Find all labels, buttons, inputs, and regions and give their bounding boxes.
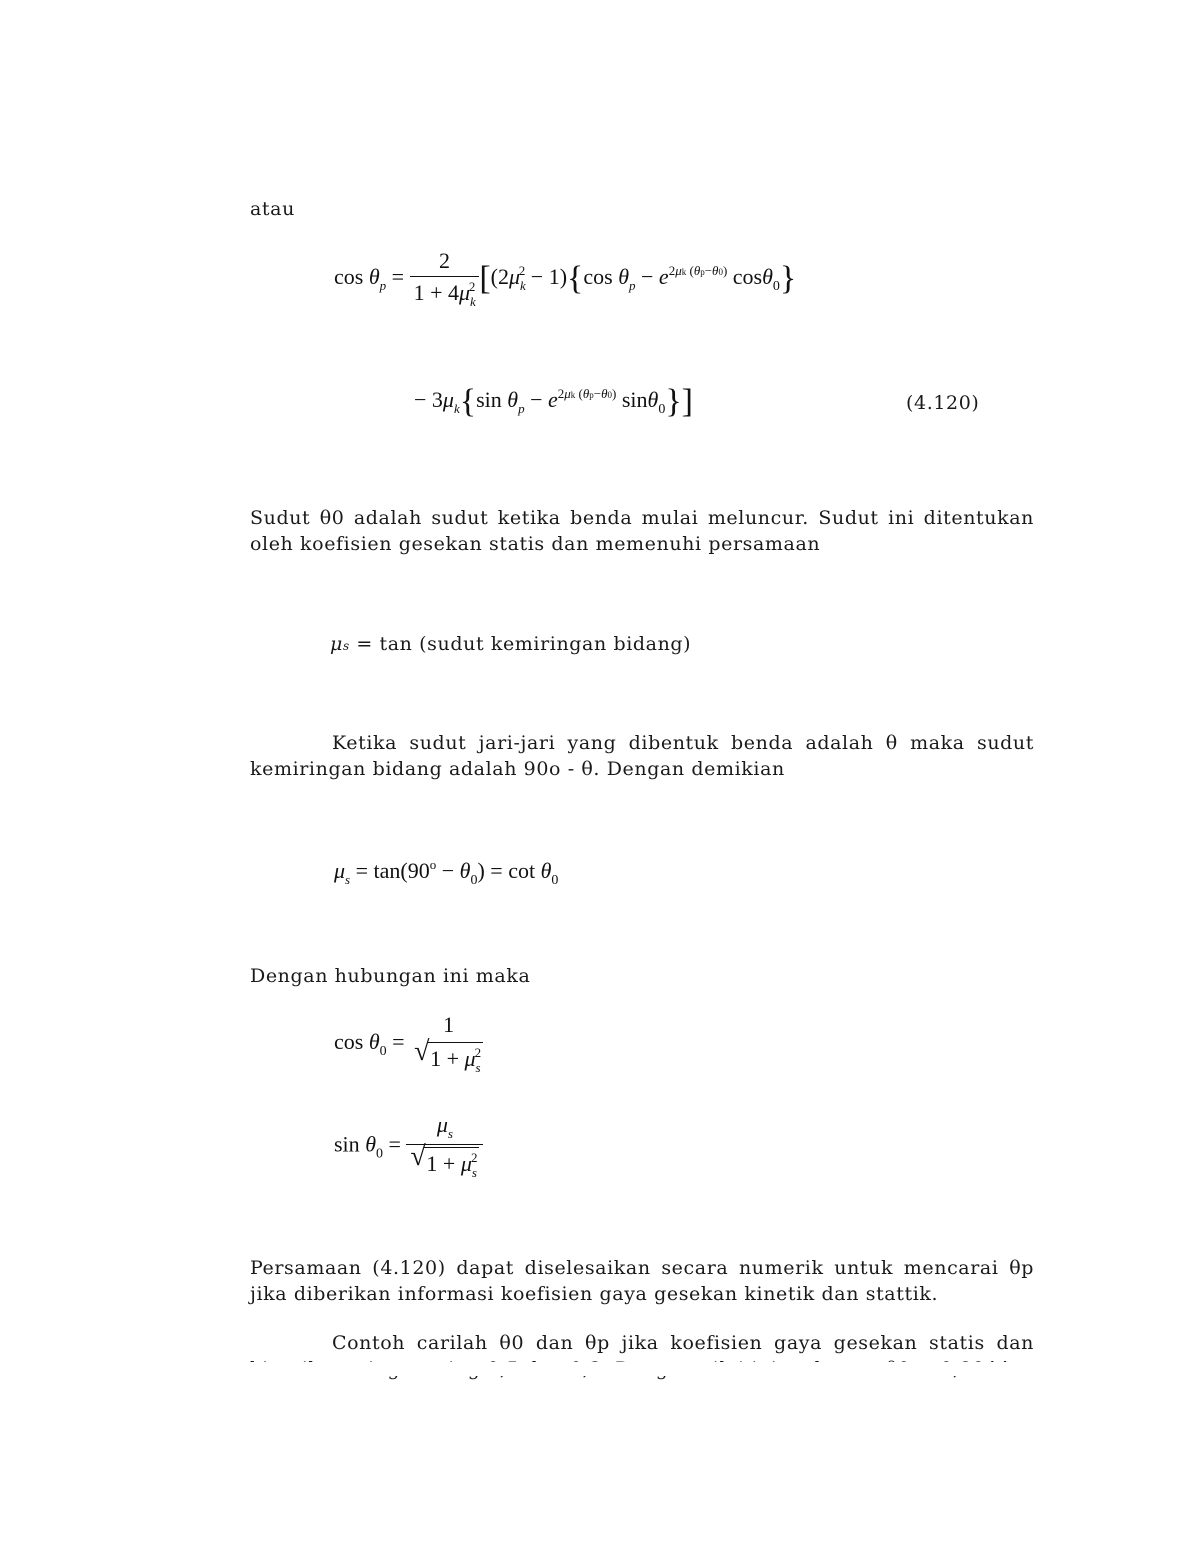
equation-4-120-line-1: $\cos \theta_p$ = $\frac{2}{1 + 4\mu_k^2}$ [$(2\mu_k^2 - 1)\{\cos$ $\theta_p - e^{2\mu k (\theta p-\theta 0)}$ cosθ$_0$} (334, 248, 797, 309)
page-cut-mask (0, 1362, 1200, 1376)
eq1-fraction: $\frac{2}{1 + 4\mu_k^2}$ (410, 248, 480, 310)
paragraph-ketika-sudut: Ketika sudut jari-jari yang dibentuk benda adalah θ maka sudut kemiringan bidang adalah 90o - θ. Dengan demikian (250, 732, 1034, 780)
mu-s-symbol: μs (330, 633, 350, 655)
eq1-lhs: $\cos \theta_p$ = (334, 264, 405, 294)
equation-cos-theta0: $\cos \theta_0$ = 1 √ $1 + \mu_s^2$ (334, 1012, 487, 1076)
mu-s-definition (330, 631, 830, 659)
eq4-fraction: 1 √ $1 + \mu_s^2$ (414, 1012, 482, 1075)
equation-mu-s-cot: $\mu_s = \tan(90^o - \theta_0) = \cot \theta_0$ (334, 857, 559, 888)
mu-s-definition-text: = tan (sudut kemiringan bidang) (349, 633, 692, 655)
paragraph-sudut-theta0: Sudut θ0 adalah sudut ketika benda mulai meluncur. Sudut ini ditentukan oleh koefisien gesekan statis dan memenuhi persamaan (250, 507, 1034, 555)
paragraph-dengan-hubungan: Dengan hubungan ini maka (250, 965, 531, 987)
equation-4-120-line-2: − $3\mu_k\{\sin$ $\theta_p - e^{2\mu k (\theta p-\theta 0)}$ sinθ$_0$}] (414, 383, 694, 420)
paragraph-persamaan-4-120: Persamaan (4.120) dapat diselesaikan secara numerik untuk mencarai θp jika diberikan informasi koefisien gaya gesekan kinetik dan stattik. (250, 1257, 1034, 1305)
equation-sin-theta0: $\sin \theta_0$ = $\mu_s$ √ $1 + \mu_s^2$ (334, 1112, 483, 1181)
text-atau: atau (250, 198, 295, 220)
eq5-fraction: $\mu_s$ √ $1 + \mu_s^2$ (406, 1112, 483, 1181)
paragraph-contoh: Contoh carilah θ0 dan θp jika koefisien gaya gesekan statis dan (332, 1332, 1034, 1354)
equation-number: (4.120) (906, 392, 980, 414)
